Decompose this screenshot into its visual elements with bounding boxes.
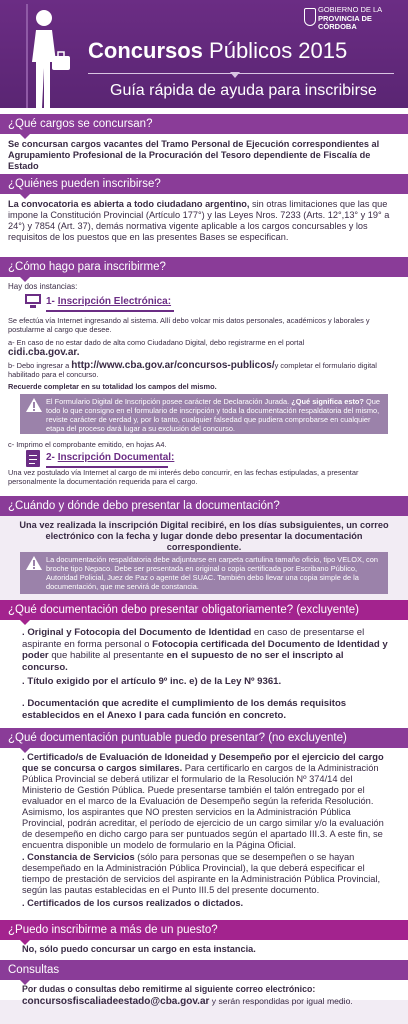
declaracion-jurada-warning: El Formulario Digital de Inscripción posee carácter de Declaración Jurada. ¿Qué significa esto? Que todo lo que consigno en el formulario de inscripción y toda la documentación respaldatoria del mismo, reviste carácter de verdad y, por lo tanto, cualquier falsedad que pudiera comprobarse en cualquier etapa del proceso dará lugar a su exclusión del concurso. (20, 394, 388, 434)
document-icon-line (29, 459, 37, 460)
step2-text: Una vez postulado vía Internet al cargo de mi interés debo concurrir, en las fechas estipuladas, a presentar personalmente la documentación requerida para el cargo. (8, 468, 359, 486)
document-icon-line (29, 455, 37, 456)
section-heading-consultas: Consultas (0, 960, 408, 980)
government-logo: GOBIERNO DE LA PROVINCIA DE CÓRDOBA (318, 5, 383, 31)
step-b-note: Recuerde completar en su totalidad los campos del mismo. (8, 382, 217, 391)
step2-title: 2- Inscripción Documental: (46, 452, 175, 463)
title-divider (88, 73, 394, 74)
consultas-body: Por dudas o consultas debo remitirme al siguiente correo electrónico: (22, 984, 316, 994)
consultas-contact: concursosfiscaliadeestado@cba.gov.ar y serán respondidas por igual medio. (22, 996, 353, 1007)
warning-icon (26, 398, 42, 412)
step1-title: 1- Inscripción Electrónica: (46, 296, 172, 307)
cidi-link[interactable]: cidi.cba.gov.ar. (8, 347, 80, 358)
carpeta-warning: La documentación respaldatoria debe adjuntarse en carpeta cartulina tamaño oficio, tipo VELOX, con broche tipo Nepaco. Debe ser presentada en original o copia certificada por Escribano Público, Autoridad Policial, Juez de Paz o agente del SUAC. También debo llevar una copia simple de la documentación, que me servirá de constancia. (20, 552, 388, 594)
page-subtitle: Guía rápida de ayuda para inscribirse (110, 82, 377, 99)
obligatoria-item-3: . Documentación que acredite el cumplimiento de los demás requisitos establecidos en el Anexo I para cada función en concreto. (22, 698, 347, 721)
computer-icon (24, 294, 42, 308)
document-icon-line (29, 463, 35, 464)
mas-puesto-body: No, sólo puedo concursar un cargo en esta instancia. (22, 944, 256, 954)
divider-notch (230, 72, 240, 78)
puntuable-item-2: . Constancia de Servicios (sólo para personas que se desempeñen o se hayan desempeñado en la Administración Pública Provincial), la que deberá especificar el tiempo de prestación de servicios del aspirante en la Administración Pública Provincial, según las pautas establecidas en el Punto III.5 del presente documento. (22, 852, 381, 895)
section-heading-quienes: ¿Quiénes pueden inscribirse? (0, 174, 408, 194)
section-heading-como: ¿Cómo hago para inscribirme? (0, 257, 408, 277)
puntuable-item-3: . Certificados de los cursos realizados o dictados. (22, 898, 244, 908)
header-banner (0, 0, 408, 108)
instancias-intro: Hay dos instancias: (8, 282, 78, 291)
step-b-text: b- Debo ingresar a http://www.cba.gov.ar/concursos-publicos/y completar el formulario digital habilitado para el concurso. (8, 360, 377, 379)
section-heading-cuando: ¿Cuándo y dónde debo presentar la documentación? (0, 496, 408, 516)
section-heading-mas-puesto: ¿Puedo inscribirme a más de un puesto? (0, 920, 408, 940)
warning-icon (26, 556, 42, 570)
page-title: Concursos Públicos 2015 (88, 38, 348, 63)
obligatoria-item-2: . Título exigido por el artículo 9º inc. e) de la Ley Nº 9361. (22, 676, 282, 687)
section-heading-obligatoria: ¿Qué documentación debo presentar obligatoriamente? (excluyente) (0, 600, 408, 620)
email-link[interactable]: concursosfiscaliadeestado@cba.gov.ar (22, 996, 210, 1007)
step1-underline (46, 310, 174, 312)
obligatoria-item-1: . Original y Fotocopia del Documento de Identidad en caso de presentarse el aspirante en forma personal o Fotocopia certificada del Documento de Identidad y poder que habilite al presentante en el supuesto de no ser el inscripto al concurso. (22, 627, 388, 673)
cuando-body: Una vez realizada la inscripción Digital recibiré, en los días subsiguientes, un correo electrónico con la fecha y lugar donde debo presentar la documentación correspondiente. (19, 520, 389, 552)
step1-text: Se efectúa vía Internet ingresando al sistema. Allí debo volcar mis datos personales, académicos y laborales y postularme al cargo que desee. (8, 316, 370, 334)
step-c-text: c- Imprimo el comprobante emitido, en hojas A4. (8, 440, 167, 449)
puntuable-item-1: . Certificado/s de Evaluación de Idoneidad y Desempeño por el ejercicio del cargo que se concursa o cargos similares. Para certificarlo en cargos de la Administración Pública Provincial se deberá utilizar el formulario de la Resolución Nº 374/14 del Ministerio de Gestión Pública. Puede presentarse también el talón entregado por el evaluador en el marco de la Evaluación de Desempeño según la referida Resolución. Asimismo, los aspirantes que NO presten servicios en la Administración Pública Provincial, podrán acreditar, el período de ejercicio de un cargo similar y/o la evaluación de desempeño en dicho cargo para ser puntuados según el apartado III.3. A este fin, se encuentra disponible un modelo de formulario en la Página Oficial. (22, 752, 384, 850)
coat-of-arms-icon (304, 8, 316, 26)
step-a-text: a- En caso de no estar dado de alta como Ciudadano Digital, debo registrarme en el portal (8, 338, 305, 347)
concursos-link[interactable]: http://www.cba.gov.ar/concursos-publicos/ (71, 360, 275, 371)
section-heading-puntuable: ¿Qué documentación puntuable puedo presentar? (no excluyente) (0, 728, 408, 748)
person-silhouette-icon (6, 4, 86, 108)
heading-pointer (20, 620, 30, 625)
quienes-body: La convocatoria es abierta a todo ciudadano argentino, sin otras limitaciones que las que impone la Constitución Provincial (Artículo 177°) y las Leyes Nros. 7233 (Arts. 12°,13° y 19° a 24°) y 7854 (Art. 37), demás normativa vigente aplicable a los cargos concursables y los requisitos de los puestos que en las presentes Bases se especifican. (8, 199, 390, 242)
cargos-body: Se concursan cargos vacantes del Tramo Personal de Ejecución correspondientes al Agrupamiento Profesional de la Procuración del Tesoro dependiente de Fiscalía de Estado (8, 139, 380, 171)
section-heading-cargos: ¿Qué cargos se concursan? (0, 114, 408, 134)
